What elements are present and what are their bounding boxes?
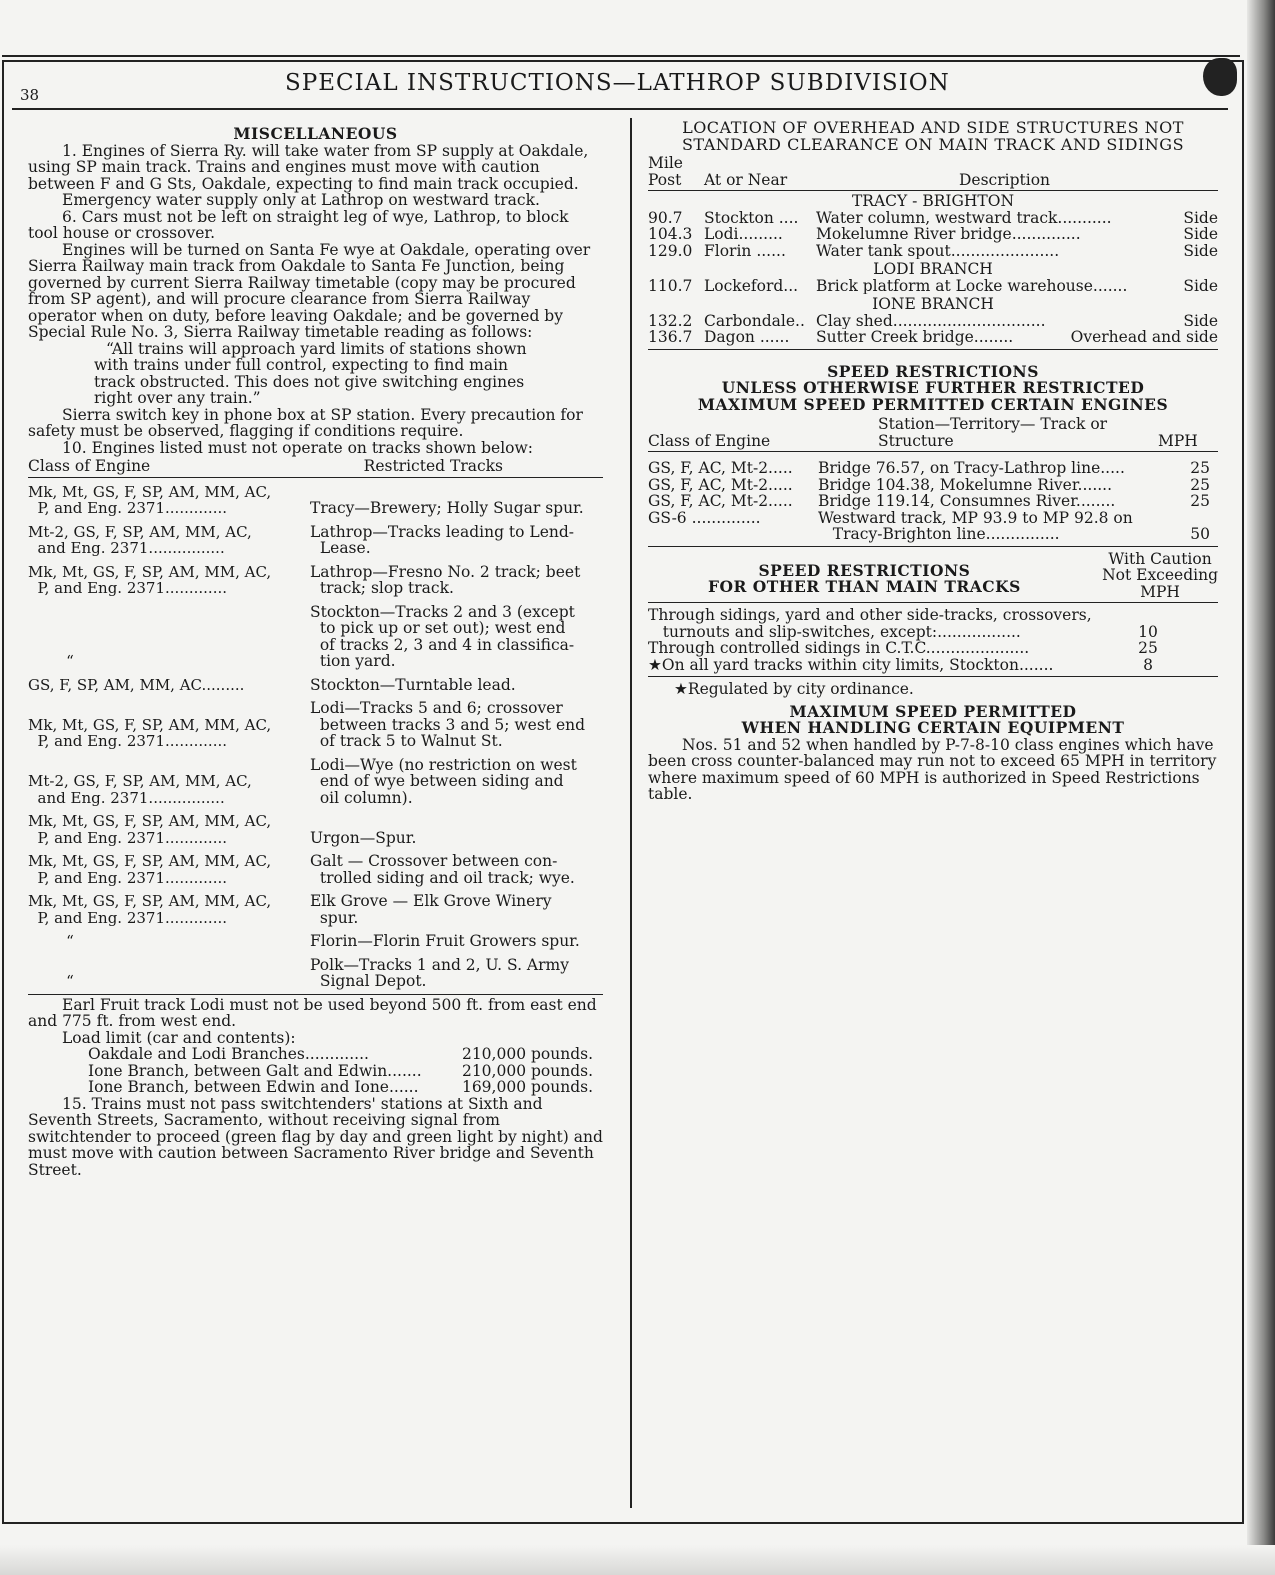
location-cell: Carbondale..	[704, 311, 805, 330]
list-item	[88, 1079, 593, 1096]
engine-class-cell: Mt-2, GS, F, SP, AM, MM, AC, and Eng. 2371................	[28, 772, 252, 807]
track-type-cell: ★On all yard tracks within city limits, Stockton.......	[648, 655, 1054, 674]
mph-cell: 10	[1138, 622, 1158, 641]
restricted-track-cell: Lodi—Tracks 5 and 6; crossover between tracks 3 and 5; west end of track 5 to Walnut St.	[310, 699, 586, 750]
description-cell: Clay shed...............................	[816, 312, 1046, 329]
restricted-track-cell: Stockton—Turntable lead.	[310, 675, 516, 694]
table-rule	[648, 349, 1218, 350]
table-row	[648, 243, 1218, 260]
table-rule	[648, 676, 1218, 677]
engine-class-cell: Mk, Mt, GS, F, SP, AM, MM, AC, P, and Eng. 2371.............	[28, 812, 272, 847]
table-row	[648, 607, 1218, 640]
restricted-track-cell: Florin—Florin Fruit Growers spur.	[310, 932, 580, 950]
restricted-track-cell: Tracy—Brewery; Holly Sugar spur.	[310, 499, 584, 517]
restricted-track-cell: Lathrop—Tracks leading to Lend- Lease.	[310, 522, 575, 557]
page-number: 38	[20, 86, 40, 104]
table-row	[28, 597, 603, 670]
header-rule	[12, 108, 1228, 110]
paragraph-item-15: 15. Trains must not pass switchtenders' stations at Sixth and Seventh Streets, Sacramento, without receiving signal from switchtender to proceed (green flag by day and green light by night) and must move with caution between Sacramento River bridge and Seventh Street.	[28, 1094, 603, 1179]
mph-cell: 8	[1143, 655, 1153, 674]
group-heading: TRACY - BRIGHTON	[851, 192, 1015, 210]
paragraph-equipment: Nos. 51 and 52 when handled by P-7-8-10 class engines which have been cross counter-balanced may run not to exceed 65 MPH in territory where maximum speed of 60 MPH is authorized in Speed Restrictions table.	[648, 735, 1217, 803]
location-cell: Lockeford...	[704, 276, 799, 295]
engine-class-cell: Mk, Mt, GS, F, SP, AM, MM, AC, P, and Eng. 2371.............	[28, 892, 272, 927]
track-type-cell: Through controlled sidings in C.T.C.....................	[648, 639, 1030, 657]
description-cell: Water tank spout......................	[816, 242, 1060, 259]
structure-type-cell: Side	[1183, 241, 1218, 260]
left-column	[28, 126, 603, 1178]
engine-class-cell: “	[28, 972, 74, 990]
engine-class-cell: GS, F, AC, Mt-2.....	[648, 475, 793, 494]
load-limit-heading: Load limit (car and contents):	[62, 1028, 296, 1047]
paragraph-item-6: 6. Cars must not be left on straight leg of wye, Lathrop, to block tool house or crossover.	[28, 207, 569, 242]
paragraph-emergency-water: Emergency water supply only at Lathrop on westward track.	[62, 191, 540, 209]
section-heading-max-speed-equipment: MAXIMUM SPEED PERMITTED	[789, 701, 1077, 721]
mph-cell: 25	[1138, 639, 1158, 657]
group-heading: IONE BRANCH	[872, 295, 994, 313]
table-row	[648, 329, 1218, 346]
page-bottom-shade	[0, 1545, 1275, 1575]
load-limit-label: Ione Branch, between Galt and Edwin.......	[88, 1062, 422, 1079]
paragraph-santa-fe-wye: Engines will be turned on Santa Fe wye at Oakdale, operating over Sierra Railway main track from Oakdale to Santa Fe Junction, being governed by current Sierra Railway timetable (copy may be procured from SP agent), and will procure clearance from Sierra Railway operator when on duty, before leaving Oakdale; and be governed by Special Rule No. 3, Sierra Railway timetable reading as follows:	[28, 240, 591, 341]
engine-class-cell: GS, F, SP, AM, MM, AC.........	[28, 675, 245, 694]
restricted-track-cell: Lathrop—Fresno No. 2 track; beet track; slop track.	[310, 562, 581, 597]
quoted-rule: “All trains will approach yard limits of stations shown with trains under full control, expecting to find main track obstructed. This does not give switching engines right over any train.”	[94, 339, 527, 407]
location-cell: Lodi.........	[704, 225, 783, 243]
page-title: SPECIAL INSTRUCTIONS—LATHROP SUBDIVISION	[285, 70, 950, 96]
column-header-not-exceeding: Not Exceeding	[1102, 566, 1218, 584]
restricted-track-cell: Elk Grove — Elk Grove Winery spur.	[310, 892, 552, 927]
section-heading-other-than-main: FOR OTHER THAN MAIN TRACKS	[708, 577, 1021, 596]
overhead-table-header	[648, 155, 1218, 188]
location-cell: Stockton ....	[704, 208, 799, 227]
mile-post-cell: 129.0	[648, 241, 693, 260]
track-type-cell: Through sidings, yard and other side-tracks, crossovers, turnouts and slip-switches, except:.................	[648, 606, 1092, 641]
thumb-tab-marker	[1203, 58, 1237, 96]
restricted-table-header	[28, 458, 603, 475]
engine-class-cell: GS, F, AC, Mt-2.....	[648, 492, 793, 510]
table-row	[28, 806, 603, 846]
right-column	[648, 120, 1218, 803]
engine-class-cell: Mk, Mt, GS, F, SP, AM, MM, AC, P, and Eng. 2371.............	[28, 562, 272, 597]
load-limit-list	[88, 1046, 593, 1096]
column-header-description: Description	[959, 170, 1051, 189]
mile-post-cell: 90.7	[648, 208, 683, 227]
table-rule	[648, 190, 1218, 191]
footnote-city-ordinance: ★Regulated by city ordinance.	[674, 680, 914, 698]
overhead-structures-table	[648, 193, 1218, 346]
restricted-track-cell: Polk—Tracks 1 and 2, U. S. Army Signal Depot.	[310, 955, 569, 990]
table-row	[28, 480, 603, 517]
column-header-with-caution: With Caution	[1108, 549, 1212, 568]
column-header-at-or-near: At or Near	[704, 170, 788, 189]
speed-restrictions-table	[648, 460, 1218, 543]
list-item	[88, 1046, 593, 1063]
table-row	[28, 886, 603, 926]
mph-cell: 50	[1190, 525, 1210, 543]
mph-cell: 25	[1190, 459, 1210, 477]
structure-type-cell: Side	[1183, 311, 1218, 330]
table-rule	[28, 477, 603, 478]
table-rule	[28, 994, 603, 995]
table-row	[648, 640, 1218, 657]
table-row	[648, 477, 1218, 494]
section-heading-handling-equipment: WHEN HANDLING CERTAIN EQUIPMENT	[741, 718, 1125, 737]
table-row	[648, 460, 1218, 477]
speed-table-header	[648, 416, 1218, 449]
table-row	[28, 926, 603, 950]
table-row	[28, 846, 603, 886]
section-heading-unless-otherwise: UNLESS OTHERWISE FURTHER RESTRICTED	[721, 378, 1145, 397]
load-limit-value: 210,000 pounds.	[461, 1045, 593, 1063]
territory-cell: Bridge 76.57, on Tracy-Lathrop line.....	[818, 459, 1125, 477]
territory-cell: Bridge 104.38, Mokelumne River.......	[818, 475, 1113, 494]
section-heading-miscellaneous: MISCELLANEOUS	[233, 124, 398, 143]
mile-post-cell: 104.3	[648, 225, 693, 243]
section-heading-overhead: LOCATION OF OVERHEAD AND SIDE STRUCTURES NOT STANDARD CLEARANCE ON MAIN TRACK AND SIDINGS	[681, 118, 1185, 154]
engine-class-cell: Mk, Mt, GS, F, SP, AM, MM, AC, P, and Eng. 2371.............	[28, 482, 272, 517]
engine-class-cell: “	[28, 652, 74, 670]
section-heading-max-speed-engines: MAXIMUM SPEED PERMITTED CERTAIN ENGINES	[697, 394, 1169, 414]
description-cell: Mokelumne River bridge..............	[816, 226, 1081, 243]
table-row	[648, 226, 1218, 243]
group-heading: LODI BRANCH	[873, 260, 993, 278]
territory-cell: Westward track, MP 93.9 to MP 92.8 on Tracy-Brighton line...............	[818, 508, 1133, 543]
structure-type-cell: Side	[1183, 276, 1218, 295]
mph-cell: 25	[1190, 475, 1210, 494]
load-limit-label: Ione Branch, between Edwin and Ione......	[88, 1079, 419, 1096]
restricted-track-cell: Lodi—Wye (no restriction on west end of wye between siding and oil column).	[310, 755, 577, 807]
engine-class-cell: Mk, Mt, GS, F, SP, AM, MM, AC, P, and Eng. 2371.............	[28, 852, 272, 887]
load-limit-value: 210,000 pounds.	[461, 1061, 593, 1080]
table-row	[28, 517, 603, 557]
restricted-track-cell: Urgon—Spur.	[310, 828, 417, 847]
table-row	[648, 510, 1218, 543]
table-row	[28, 670, 603, 694]
table-row	[28, 750, 603, 807]
restricted-track-cell: Stockton—Tracks 2 and 3 (except to pick up or set out); west end of tracks 2, 3 and 4 in classifica- tion yard.	[310, 602, 575, 670]
paragraph-item-1: 1. Engines of Sierra Ry. will take water from SP supply at Oakdale, using SP main track. Trains and engines must move with caution between F and G Sts, Oakdale, expecting to find main track occupied.	[28, 141, 589, 193]
restricted-track-cell: Galt — Crossover between con- trolled siding and oil track; wye.	[310, 852, 575, 887]
column-header-class-of-engine: Class of Engine	[28, 457, 151, 475]
structure-type-cell: Side	[1183, 208, 1218, 227]
mile-post-cell: 132.2	[648, 311, 693, 330]
paragraph-switch-key: Sierra switch key in phone box at SP station. Every precaution for safety must be observed, flagging if conditions require.	[28, 405, 583, 440]
table-row	[28, 950, 603, 990]
column-header-station-territory: Station—Territory— Track or Structure	[878, 415, 1108, 450]
list-item	[88, 1063, 593, 1080]
column-header-class-of-engine: Class of Engine	[648, 431, 771, 450]
table-row	[28, 693, 603, 750]
table-row	[648, 278, 1218, 295]
table-row	[28, 557, 603, 597]
restricted-tracks-table	[28, 480, 603, 990]
column-header-mph: MPH	[1158, 431, 1198, 450]
other-tracks-header	[648, 551, 1218, 601]
paragraph-item-10: 10. Engines listed must not operate on tracks shown below:	[62, 438, 533, 457]
table-rule	[648, 546, 1218, 547]
table-row	[648, 657, 1218, 674]
page-edge-shadow	[1247, 0, 1275, 1575]
engine-class-cell: Mk, Mt, GS, F, SP, AM, MM, AC, P, and Eng. 2371.............	[28, 715, 272, 750]
description-cell: Water column, westward track...........	[816, 209, 1112, 226]
table-rule	[648, 602, 1218, 603]
section-heading-speed-restrictions-2: SPEED RESTRICTIONS	[758, 560, 971, 580]
structure-type-cell: Overhead and side	[1070, 328, 1218, 346]
load-limit-value: 169,000 pounds.	[461, 1078, 593, 1096]
description-cell: Sutter Creek bridge........	[816, 329, 1014, 346]
engine-class-cell: “	[28, 932, 74, 950]
mile-post-cell: 110.7	[648, 276, 693, 295]
mile-post-cell: 136.7	[648, 328, 693, 346]
engine-class-cell: GS, F, AC, Mt-2.....	[648, 459, 793, 477]
other-tracks-table	[648, 607, 1218, 673]
column-header-mph: MPH	[1140, 582, 1180, 601]
column-header-restricted-tracks: Restricted Tracks	[363, 457, 503, 475]
territory-cell: Bridge 119.14, Consumnes River........	[818, 492, 1116, 510]
column-divider	[630, 118, 632, 1508]
mph-cell: 25	[1190, 492, 1210, 510]
location-cell: Florin ......	[704, 241, 786, 260]
table-row	[648, 210, 1218, 227]
location-cell: Dagon ......	[704, 328, 790, 346]
table-row	[648, 493, 1218, 510]
structure-type-cell: Side	[1183, 225, 1218, 243]
table-row	[648, 313, 1218, 330]
engine-class-cell: Mt-2, GS, F, SP, AM, MM, AC, and Eng. 2371................	[28, 522, 252, 557]
engine-class-cell: GS-6 ..............	[648, 508, 761, 527]
description-cell: Brick platform at Locke warehouse.......	[816, 277, 1128, 294]
column-header-mile-post: Mile Post	[648, 154, 683, 189]
table-rule	[648, 451, 1218, 452]
load-limit-label: Oakdale and Lodi Branches.............	[88, 1046, 369, 1063]
section-heading-speed-restrictions: SPEED RESTRICTIONS	[827, 361, 1039, 381]
paragraph-earl-fruit: Earl Fruit track Lodi must not be used beyond 500 ft. from east end and 775 ft. from west end.	[28, 995, 597, 1030]
